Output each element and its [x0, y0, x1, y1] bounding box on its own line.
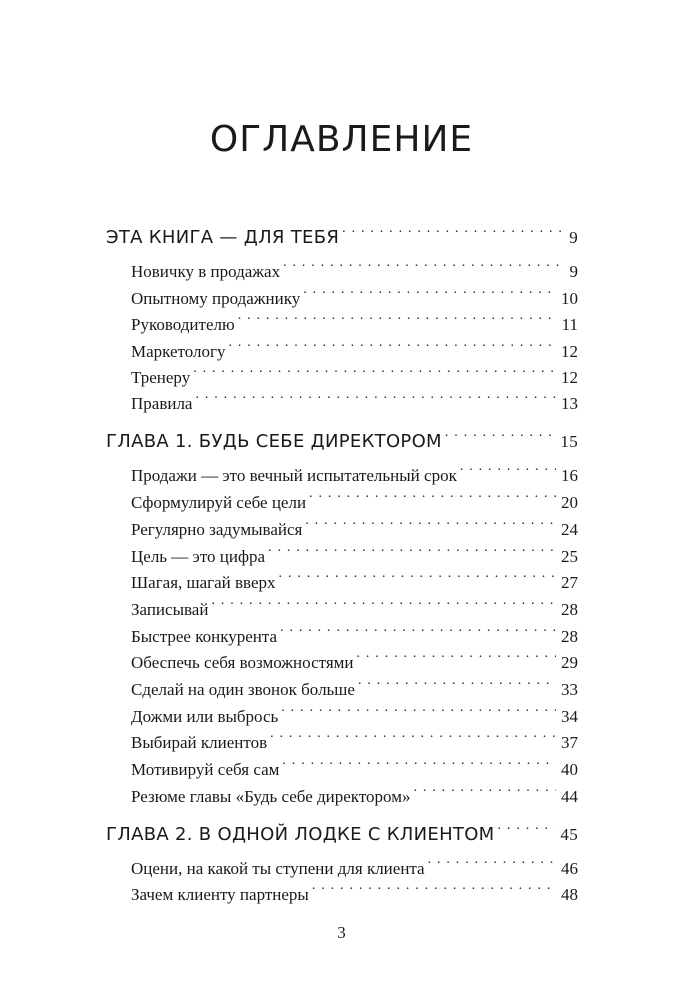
toc-entry-label: ГЛАВА 2. В ОДНОЙ ЛОДКЕ С КЛИЕНТОМ	[106, 824, 495, 845]
toc-entry-label: Сделай на один звонок больше	[131, 680, 355, 699]
toc-entry-label: Продажи — это вечный испытательный срок	[131, 466, 457, 485]
dot-leader	[305, 507, 556, 535]
toc-section[interactable]	[131, 453, 578, 485]
toc-page-number: 40	[561, 760, 578, 779]
toc-entry-label: Тренеру	[131, 368, 191, 387]
dot-leader	[279, 560, 556, 588]
page-number: 3	[337, 923, 346, 942]
toc-page-number: 29	[561, 653, 578, 672]
toc-section[interactable]	[131, 276, 578, 308]
toc-page-number: 15	[560, 432, 578, 451]
toc-page-number: 24	[561, 520, 578, 539]
toc-section[interactable]	[131, 846, 578, 878]
toc-page-number: 27	[561, 573, 578, 592]
toc-page-number: 12	[561, 368, 578, 387]
toc-section[interactable]	[131, 302, 578, 334]
toc-page-number: 28	[561, 600, 578, 619]
toc-entry-label: Шагая, шагай вверх	[131, 573, 276, 592]
page-title: ОГЛАВЛЕНИЕ	[209, 119, 474, 160]
dot-leader	[303, 276, 556, 304]
dot-leader	[193, 355, 556, 383]
toc-entry-label: Записывай	[131, 600, 209, 619]
toc-section[interactable]	[131, 560, 578, 592]
toc-entry-label: Оцени, на какой ты ступени для клиента	[131, 859, 425, 878]
dot-leader	[195, 381, 556, 409]
toc-chapter[interactable]	[106, 215, 578, 248]
toc-entry-label: Дожми или выбрось	[131, 707, 279, 726]
toc-section[interactable]	[131, 720, 578, 752]
dot-leader	[413, 774, 556, 802]
dot-leader	[498, 812, 556, 840]
toc-section[interactable]	[131, 587, 578, 619]
dot-leader	[211, 587, 556, 615]
toc-entry-label: Цель — это цифра	[131, 547, 266, 566]
toc-chapter[interactable]	[106, 419, 578, 452]
dot-leader	[283, 249, 564, 277]
toc-entry-label: Новичку в продажах	[131, 262, 281, 281]
toc-page-number: 20	[561, 493, 578, 512]
dot-leader	[281, 694, 556, 722]
toc-section[interactable]	[131, 249, 578, 281]
toc-entry-label: ЭТА КНИГА — ДЛЯ ТЕБЯ	[106, 227, 340, 248]
toc-section[interactable]	[131, 694, 578, 726]
toc-page-number: 34	[561, 707, 578, 726]
toc-entry-label: Правила	[131, 394, 193, 413]
toc-entry-label: Зачем клиенту партнеры	[131, 885, 309, 904]
toc-page-number: 48	[561, 885, 578, 904]
toc-chapter[interactable]	[106, 812, 578, 845]
toc-section[interactable]	[131, 507, 578, 539]
toc-entry-label: Регулярно задумывайся	[131, 520, 303, 539]
toc-page-number: 16	[561, 466, 578, 485]
toc-section[interactable]	[131, 640, 578, 672]
dot-leader	[282, 747, 556, 775]
toc-section[interactable]	[131, 872, 578, 904]
dot-leader	[357, 640, 557, 668]
toc-section[interactable]	[131, 747, 578, 779]
toc-page-number: 46	[561, 859, 578, 878]
toc-entry-label: Руководителю	[131, 315, 235, 334]
toc-section[interactable]	[131, 667, 578, 699]
toc-section[interactable]	[131, 381, 578, 413]
dot-leader	[238, 302, 557, 330]
toc-page-number: 9	[569, 262, 578, 281]
toc-page-number: 10	[561, 289, 578, 308]
toc-page-number: 25	[561, 547, 578, 566]
toc-entry-label: Маркетологу	[131, 342, 226, 361]
toc-entry-label: Мотивируй себя сам	[131, 760, 280, 779]
toc-entry-label: Выбирай клиентов	[131, 733, 268, 752]
toc-entry-label: Обеспечь себя возможностями	[131, 653, 354, 672]
toc-section[interactable]	[131, 774, 578, 806]
dot-leader	[268, 534, 556, 562]
toc-page-number: 11	[561, 315, 578, 334]
dot-leader	[460, 453, 556, 481]
toc-section[interactable]	[131, 534, 578, 566]
dot-leader	[358, 667, 556, 695]
dot-leader	[312, 872, 556, 900]
toc-entry-label: Опытному продажнику	[131, 289, 301, 308]
toc-page-number: 37	[561, 733, 578, 752]
toc-page-number: 13	[561, 394, 578, 413]
dot-leader	[228, 329, 556, 357]
dot-leader	[428, 846, 556, 874]
toc-entry-label: ГЛАВА 1. БУДЬ СЕБЕ ДИРЕКТОРОМ	[106, 431, 442, 452]
toc-page-number: 44	[561, 787, 578, 806]
dot-leader	[270, 720, 556, 748]
dot-leader	[309, 480, 556, 508]
toc-entry-label: Резюме главы «Будь себе директором»	[131, 787, 411, 806]
toc-section[interactable]	[131, 355, 578, 387]
toc-page-number: 45	[560, 825, 578, 844]
toc-section[interactable]	[131, 614, 578, 646]
toc-page-number: 9	[569, 228, 578, 247]
toc-section[interactable]	[131, 480, 578, 512]
toc-entry-label: Сформулируй себе цели	[131, 493, 307, 512]
toc-entry-label: Быстрее конкурента	[131, 627, 278, 646]
toc-page-number: 28	[561, 627, 578, 646]
dot-leader	[280, 614, 556, 642]
dot-leader	[445, 419, 556, 447]
toc-page-number: 33	[561, 680, 578, 699]
toc-page-number: 12	[561, 342, 578, 361]
toc-section[interactable]	[131, 329, 578, 361]
dot-leader	[342, 215, 564, 243]
